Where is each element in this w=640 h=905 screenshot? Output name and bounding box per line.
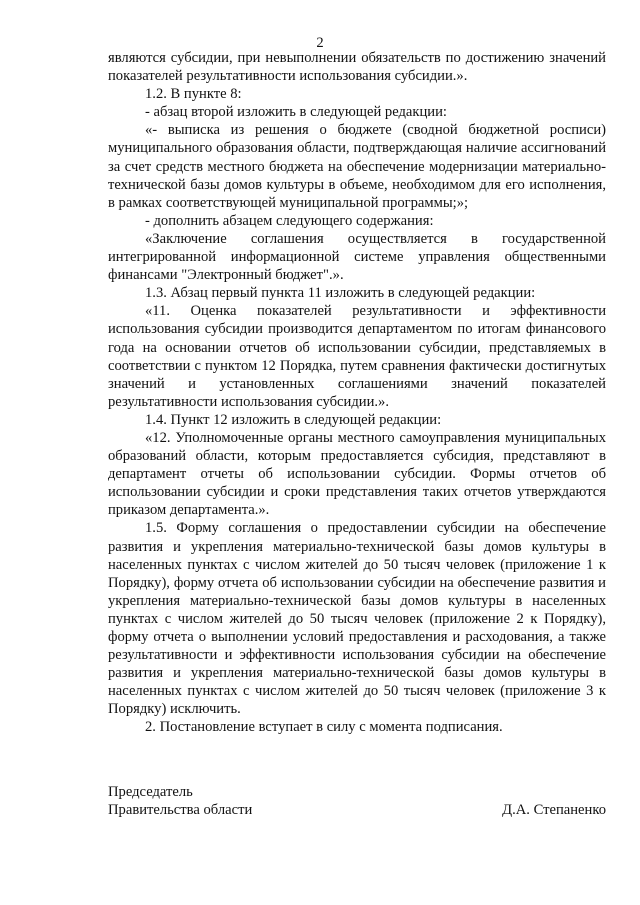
paragraph: «Заключение соглашения осуществляется в государственной интегрированной информационной системе управления общественными финансами "Электронный бюджет".». <box>108 230 606 284</box>
page-number: 2 <box>316 35 324 51</box>
paragraph: 1.5. Форму соглашения о предоставлении субсидии на обеспечение развития и укрепления материально-технической базы домов культуры в населенных пунктах с числом жителей до 50 тысяч человек (приложение 1 к Порядку), форму отчета об использовании субсидии на обеспечение развития и укрепления материально-технической базы домов культуры в населенных пунктах с числом жителей до 50 тысяч человек (приложение 2 к Порядку), форму отчета о выполнении условий предоставления и расходования, а также результативности и эффективности использования субсидии на обеспечение развития и укрепления материально-технической базы домов культуры в населенных пунктах с числом жителей до 50 тысяч человек (приложение 3 к Порядку) исключить. <box>108 520 606 718</box>
paragraph: «- выписка из решения о бюджете (сводной бюджетной росписи) муниципального образования области, подтверждающая наличие ассигнований за счет средств местного бюджета на обеспечение модернизации материально-технической базы домов культуры в объеме, необходимом для его исполнения, в рамках соответствующей муниципальной программы;»; <box>108 122 606 211</box>
paragraph: 2. Постановление вступает в силу с момента подписания. <box>145 719 503 736</box>
document-body <box>108 49 606 737</box>
paragraph: 1.4. Пункт 12 изложить в следующей редакции: <box>145 411 442 428</box>
paragraph: - дополнить абзацем следующего содержания: <box>145 212 434 229</box>
paragraph: являются субсидии, при невыполнении обязательств по достижению значений показателей результативности использования субсидии.». <box>108 50 606 85</box>
signature-block <box>108 783 606 819</box>
paragraph: 1.3. Абзац первый пункта 11 изложить в следующей редакции: <box>145 285 536 302</box>
signatory-name: Д.А. Степаненко <box>502 802 606 819</box>
signatory-title-line2 <box>108 801 606 819</box>
paragraph: «12. Уполномоченные органы местного самоуправления муниципальных образований области, которым предоставляется субсидия, представляют в департамент отчеты об использовании субсидии. Формы отчетов об использовании субсидии и сроки представления таких отчетов утверждаются приказом департамента.». <box>108 429 606 519</box>
paragraph: 1.2. В пункте 8: <box>145 86 242 103</box>
paragraph: «11. Оценка показателей результативности и эффективности использования субсидии производится департаментом по итогам финансового года на основании отчетов об использовании субсидии, представляемых в соответствии с пунктом 12 Порядка, путем сравнения фактически достигнутых значений и установленных соглашениями значений показателей результативности использования субсидии.». <box>108 303 606 410</box>
paragraph: - абзац второй изложить в следующей редакции: <box>145 104 447 121</box>
signatory-title-line1: Председатель <box>108 784 193 800</box>
signatory-title: Правительства области <box>108 802 253 819</box>
